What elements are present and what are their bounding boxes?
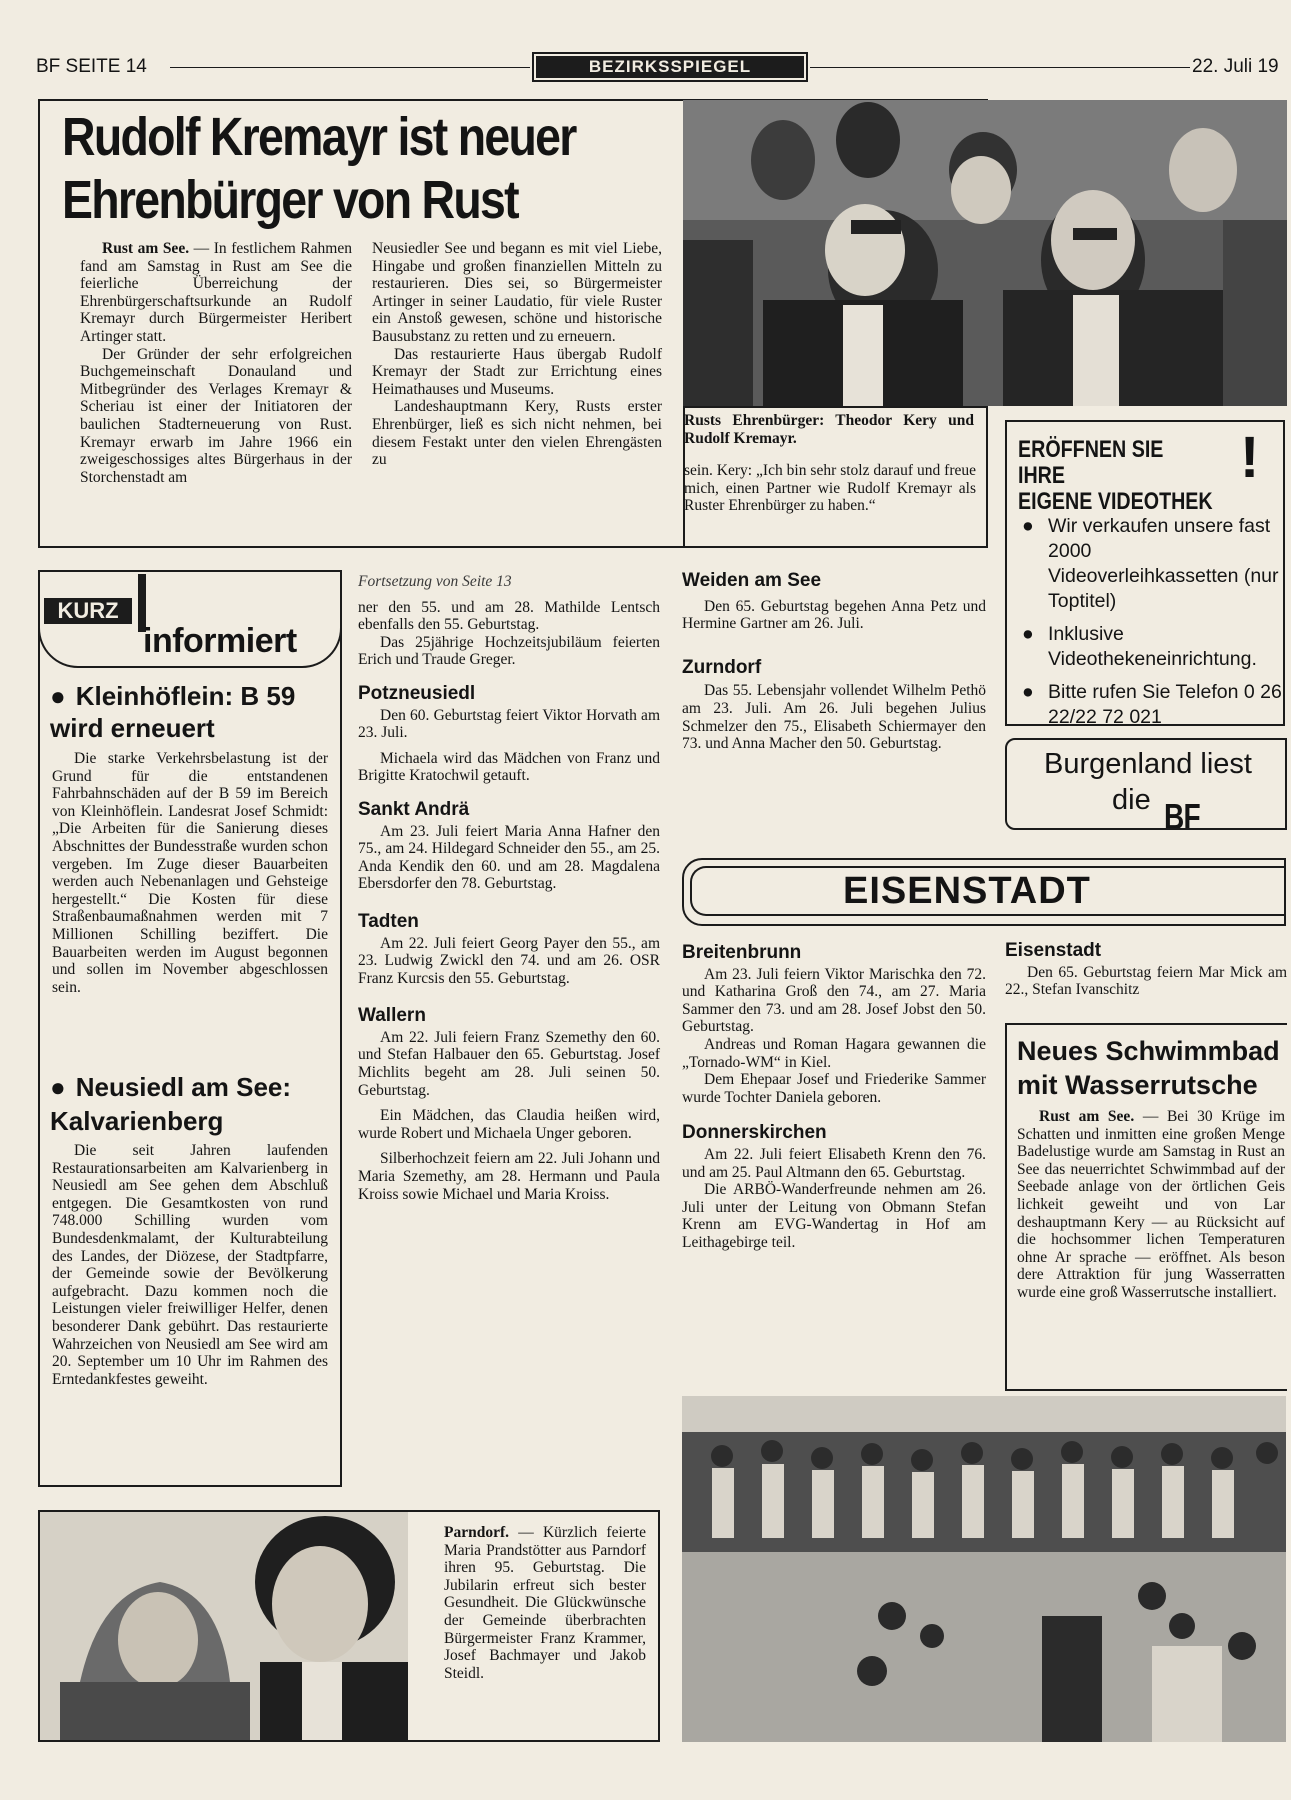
page-number: BF SEITE 14	[36, 56, 147, 77]
issue-date: 22. Juli 19	[1192, 56, 1279, 77]
heading-sankt-andrae: Sankt Andrä	[358, 798, 470, 820]
ad-videothek-exclaim: !	[1240, 425, 1260, 490]
header-rule-left	[170, 67, 530, 68]
heading-tadten: Tadten	[358, 910, 419, 932]
lead-photo-ehrenbuerger	[683, 100, 1287, 406]
kurz-item2-title: ● Neusiedl am See: Kalvarienberg	[50, 1072, 292, 1136]
ad-bf-logo: BF	[1164, 796, 1200, 837]
ad-item-2: ● Inklusive Videothekeneinrichtung.	[1022, 623, 1257, 670]
heading-zurndorf: Zurndorf	[682, 656, 762, 678]
ad-item-3: ● Bitte rufen Sie Telefon 0 26 22/22 72 021	[1022, 681, 1282, 728]
ad-videothek-title: ERÖFFNEN SIE IHRE EIGENE VIDEOTHEK	[1018, 436, 1213, 515]
kurz-item1-title: ● Kleinhöflein: B 59 wird erneuert	[50, 681, 296, 743]
eisenstadt-banner-title: EISENSTADT	[843, 870, 1091, 912]
schwimmbad-photo	[682, 1396, 1286, 1742]
ad-item-1: ● Wir verkaufen unsere fast 2000 Videoverleihkassetten (nur Toptitel)	[1022, 515, 1279, 612]
eisenstadt-right-column: Eisenstadt Den 65. Geburtstag feiern Mar Mick am 22., Stefan Ivanschitz	[1005, 940, 1287, 999]
schwimmbad-headline: Neues Schwimmbad mit Wasserrutsche	[1017, 1036, 1280, 1100]
header-rule-right	[810, 67, 1190, 68]
heading-wallern: Wallern	[358, 1005, 426, 1027]
heading-eisenstadt: Eisenstadt	[1005, 940, 1102, 961]
schwimmbad-photo-illustration	[682, 1396, 1286, 1742]
parndorf-photo	[40, 1512, 408, 1740]
lead-photo-caption: Rusts Ehrenbürger: Theodor Kery und Rudolf Kremayr.	[684, 412, 974, 447]
kurz-title: informiert	[143, 622, 297, 660]
right-upper-column: Weiden am See Den 65. Geburtstag begehen Anna Petz und Hermine Gartner am 26. Juli. Zurndorf Das 55. Lebensjahr vollendet Wilhelm Pethö am 23. Juli. Am 26. Juli begehen Julius Schmelzer den 75., Elisabeth Schiermayer den 73. und Anna Macher den 50. Geburtstag.	[682, 570, 986, 753]
eisenstadt-left-column: Breitenbrunn Am 23. Juli feiern Viktor Marischka den 72. und Katharina Groß den 74., am 27. Maria Sammer den 73. und am 28. Josef Jobst den 50. Geburtstag. Andreas und Roman Hagara gewannen die „Tornado-WM“ in Kiel. Dem Ehepaar Josef und Friederike Sammer wurde Tochter Daniela geboren. Donnerskirchen Am 22. Juli feiert Elisabeth Krenn den 76. und am 25. Paul Altmann den 65. Geburtstag. Die ARBÖ-Wanderfreunde nehmen am 26. Juli unter der Leitung von Obmann Stefan Krenn am EVG-Wandertag in Hof am Leithagebirge teil.	[682, 942, 986, 1251]
ad-bf-line2: die	[1112, 784, 1151, 816]
lead-col1: Rust am See. — In festlichem Rahmen fand am Samstag in Rust am See die feierliche Überreichung der Ehrenbürgerschaftsurkunde an Rudolf Kremayr durch Bürgermeister Heribert Artinger statt. Der Gründer der sehr erfolgreichen Buchgemeinschaft Donauland und Mitbegründer des Verlages Kremayr & Scheriau ist einer der Initiatoren der baulichen Stadterneuerung von Rust. Kremayr erwarb im Jahre 1966 ein zweigeschossiges altes Bürgerhaus in der Storchenstadt am	[80, 240, 352, 486]
ad-bf-underline	[1156, 828, 1286, 830]
heading-weiden: Weiden am See	[682, 570, 822, 591]
lead-headline: Rudolf Kremayr ist neuer Ehrenbürger von Rust	[62, 107, 576, 230]
lead-col3: sein. Kery: „Ich bin sehr stolz darauf und freue mich, einen Partner wie Rudolf Kremayr als Ruster Ehrenbürger zu haben.“	[684, 462, 976, 515]
ad-videothek-list	[1022, 514, 1284, 730]
lead-photo-divider	[683, 406, 987, 408]
page-header	[0, 52, 1291, 82]
lead-photo-illustration	[683, 100, 1287, 406]
heading-potzneusiedl: Potzneusiedl	[358, 682, 476, 704]
middle-column: Fortsetzung von Seite 13 ner den 55. und am 28. Mathilde Lentsch ebenfalls den 55. Geburtstag. Das 25jährige Hochzeitsjubiläum feierten Erich und Traude Greger. Potzneusiedl Den 60. Geburtstag feiert Viktor Horvath am 23. Juli. Michaela wird das Mädchen von Franz und Brigitte Kratochwil getauft. Sankt Andrä Am 23. Juli feiert Maria Anna Hafner den 75., am 24. Hildegard Schneider den 55., am 25. Anda Kendik den 60. und am 28. Magdalena Ebersdorfer den 78. Geburtstag. Tadten Am 22. Juli feiert Georg Payer den 55., am 23. Ludwig Zwickl den 74. und am 26. OSR Franz Kurcsis den 55. Geburtstag. Wallern Am 22. Juli feiern Franz Szemethy den 60. und Stefan Halbauer den 65. Geburtstag. Josef Michlits begeht am 28. Juli seinen 50. Geburtstag. Ein Mädchen, das Claudia heißen wird, wurde Robert und Michaela Unger geboren. Silberhochzeit feiern am 22. Juli Johann und Maria Szemethy, am 28. Hermann und Paula Kroiss sowie Michael und Maria Kroiss.	[358, 573, 660, 1203]
heading-donnerskirchen: Donnerskirchen	[682, 1122, 827, 1144]
kurz-item2-text: Die seit Jahren laufenden Restaurationsarbeiten am Kalvarienberg in Neusiedl am See gehen dem Abschluß entgegen. Die Gesamtkosten von rund 748.000 Schilling wurden vom Bundesdenkmalamt, der Kulturabteilung des Landes, der Diözese, der Stadtpfarre, der Gemeinde sowie der Bevölkerung aufgebracht. Dazu kommen noch die Leistungen vieler freiwilliger Helfer, denen besonderer Dank gebührt. Das restaurierte Wahrzeichen von Neusiedl am See wird am 20. September um 10 Uhr im Rahmen des Erntedankfestes geweiht.	[52, 1142, 328, 1388]
kurz-tag: KURZ	[44, 598, 132, 624]
section-label: BEZIRKSSPIEGEL	[532, 52, 808, 82]
parndorf-photo-illustration	[40, 1512, 408, 1740]
ad-bf-line1: Burgenland liest	[1044, 748, 1252, 780]
kurz-item1-text: Die starke Verkehrsbelastung ist der Grund für die entstandenen Fahrbahnschäden auf der B 59 im Bereich von Kleinhöflein. Landesrat Josef Schmidt: „Die Arbeiten für die Sanierung dieses Abschnittes der Bundesstraße wurden schon vergeben. Im Zuge dieser Bauarbeiten werden auch Nebenanlagen und Gehsteige hergestellt.“ Die Kosten für diese Straßenbaumaßnahmen werden mit 7 Millionen Schilling beziffert. Die Bauarbeiten werden im August begonnen und sollen im November abgeschlossen sein.	[52, 750, 328, 996]
parndorf-text: Parndorf. — Kürzlich feierte Maria Prandstötter aus Parndorf ihren 95. Geburtstag. Die Jubilarin erfreut sich bester Gesundheit. Die Glückwünsche der Gemeinde überbrachten Bürgermeister Franz Krammer, Josef Bachmayer und Jakob Steidl.	[444, 1524, 646, 1682]
heading-breitenbrunn: Breitenbrunn	[682, 942, 802, 963]
schwimmbad-text: Rust am See. — Bei 30 Krüge im Schatten und inmitten eine großen Menge Badelustige wurde am Samstag in Rust an See das neuerrichtet Schwimmbad auf der Seebade anlage von der örtlichen Geis lichkeit geweiht und von Lar deshauptmann Kery — au Rücksicht auf die hochsommer lichen Temperaturen ohne Ar sprache — eröffnet. Als beson dere Attraktion für jung Wasserratten wurde eine groß Wasserrutsche installiert.	[1017, 1108, 1285, 1301]
lead-col2: Neusiedler See und begann es mit viel Liebe, Hingabe und großen finanziellen Mitteln zu restaurieren. Dies sei, so Bürgermeister Artinger in seiner Laudatio, für viele Ruster ein Anstoß gewesen, schöne und historische Bausubstanz zu retten und zu erneuern. Das restaurierte Haus übergab Rudolf Kremayr der Stadt zur Errichtung eines Heimathauses und Museums. Landeshauptmann Kery, Rusts erster Ehrenbürger, ließ es sich nicht nehmen, bei diesem Festakt unter den vielen Ehrengästen zu	[372, 240, 662, 469]
